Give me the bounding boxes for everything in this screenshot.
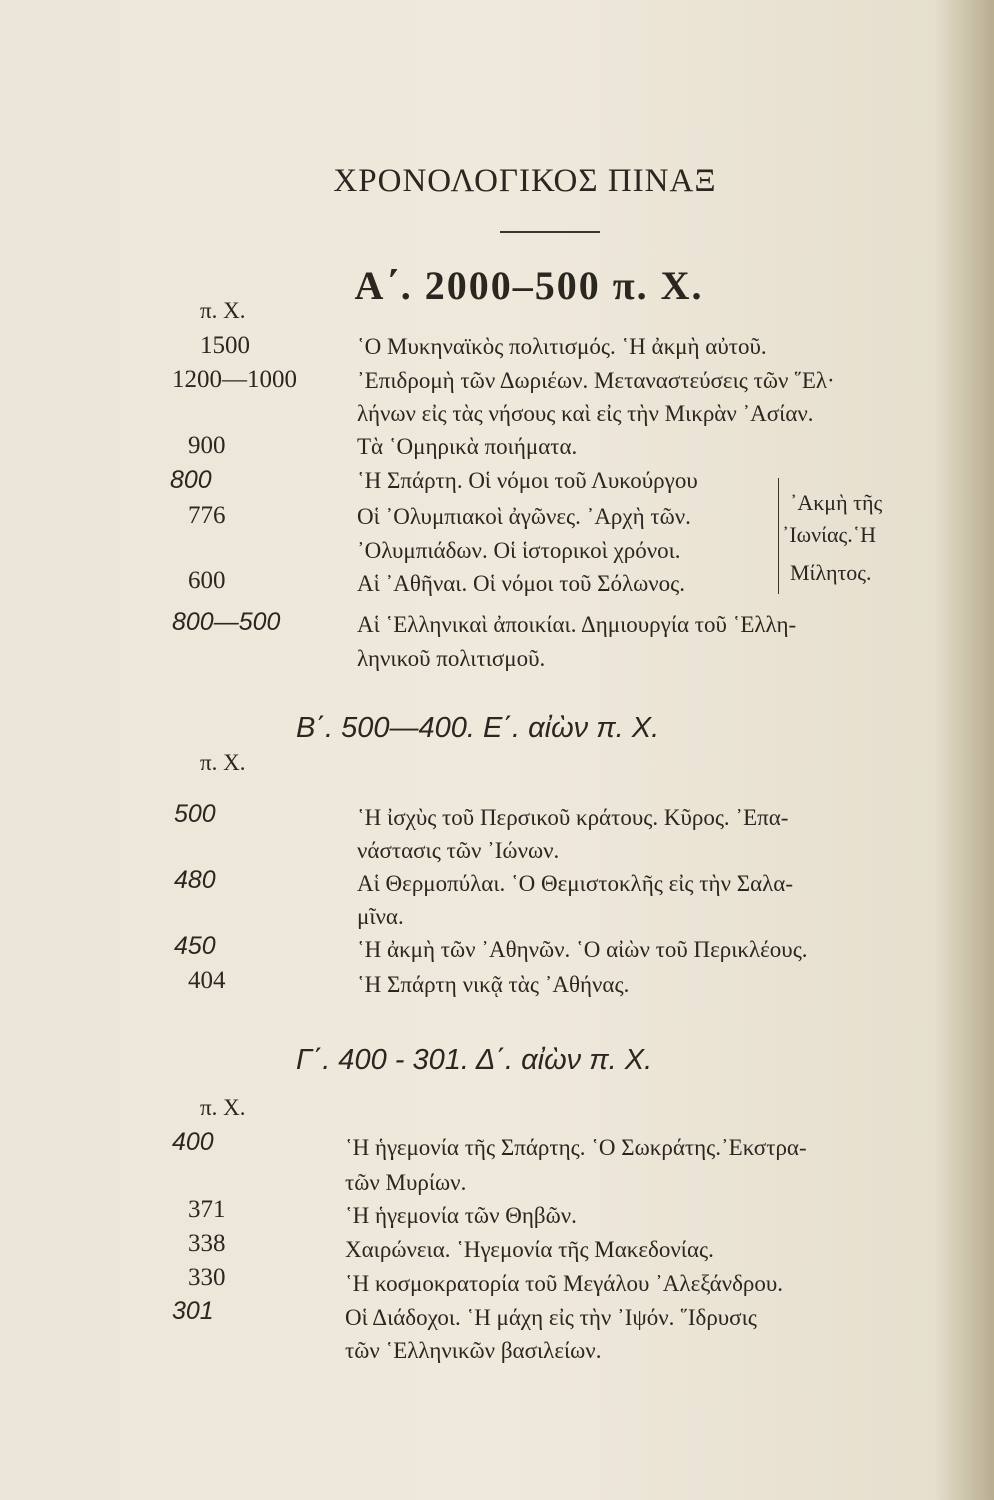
year-1200-1000: 1200—1000 bbox=[172, 366, 297, 393]
year-450: 450 bbox=[174, 932, 216, 960]
year-404: 404 bbox=[188, 967, 226, 994]
entry-text: μῖνα. bbox=[357, 904, 404, 929]
entry-text: ᾿Ολυμπιάδων. Οἱ ἱστορικοὶ χρόνοι. bbox=[357, 538, 681, 563]
year-800-500: 800—500 bbox=[172, 608, 281, 636]
section-c-era-label: π. Χ. bbox=[200, 1095, 246, 1120]
entry-text: ῾Η ἰσχὺς τοῦ Περσικοῦ κράτους. Κῦρος. ᾿Επα- bbox=[357, 805, 789, 830]
entry-text: τῶν ῾Ελληνικῶν βασιλείων. bbox=[345, 1338, 602, 1363]
entry-text: ῾Η Σπάρτη. Οἱ νόμοι τοῦ Λυκούργου bbox=[357, 468, 698, 493]
entry-text: Αἱ ᾿Αθῆναι. Οἱ νόμοι τοῦ Σόλωνος. bbox=[357, 571, 686, 596]
page-title: ΧΡΟΝΟΛΟΓΙΚΟΣ ΠΙΝΑΞ bbox=[333, 163, 717, 199]
section-b-era-label: π. Χ. bbox=[200, 750, 246, 775]
entry-text: Αἱ ῾Ελληνικαὶ ἀποικίαι. Δημιουργία τοῦ ῾Ελλη- bbox=[357, 612, 797, 637]
year-600: 600 bbox=[188, 567, 226, 594]
entry-text: ῾Η ἀκμὴ τῶν ᾿Αθηνῶν. ῾Ο αἰὼν τοῦ Περικλέους. bbox=[357, 937, 808, 962]
year-776: 776 bbox=[188, 502, 226, 529]
entry-text: ῾Η Σπάρτη νικᾷ τὰς ᾿Αθήνας. bbox=[357, 972, 630, 997]
year-900: 900 bbox=[188, 432, 226, 459]
year-1500: 1500 bbox=[200, 332, 250, 359]
side-note-line: ᾿Ακμὴ τῆς bbox=[790, 490, 883, 515]
entry-text: ᾿Επιδρομὴ τῶν Δωριέων. Μεταναστεύσεις τῶν ῞Ελ· bbox=[357, 368, 835, 393]
entry-text: λήνων εἰς τὰς νήσους καὶ εἰς τὴν Μικρὰν ᾿Ασίαν. bbox=[357, 401, 814, 426]
side-note-brace bbox=[778, 478, 779, 594]
year-338: 338 bbox=[188, 1230, 226, 1257]
entry-text: ῾Η κοσμοκρατορία τοῦ Μεγάλου ᾿Αλεξάνδρου. bbox=[345, 1271, 784, 1296]
year-800: 800 bbox=[170, 466, 212, 494]
entry-text: Τὰ ῾Ομηρικὰ ποιήματα. bbox=[357, 434, 578, 459]
year-480: 480 bbox=[174, 866, 216, 894]
title-divider bbox=[500, 231, 600, 233]
year-330: 330 bbox=[188, 1264, 226, 1291]
entry-text: ῾Η ἡγεμονία τῆς Σπάρτης. ῾Ο Σωκράτης.᾿Εκστρα- bbox=[345, 1135, 807, 1160]
year-400: 400 bbox=[172, 1128, 214, 1156]
section-a-era-label: π. Χ. bbox=[200, 298, 246, 323]
entry-text: νάστασις τῶν ᾿Ιώνων. bbox=[357, 838, 560, 863]
entry-text: ληνικοῦ πολιτισμοῦ. bbox=[357, 646, 546, 671]
section-a-heading: Α΄. 2000–500 π. Χ. bbox=[354, 263, 704, 308]
entry-text: Οἱ ᾿Ολυμπιακοὶ ἀγῶνες. ᾿Αρχὴ τῶν. bbox=[357, 504, 691, 529]
section-c-heading: Γ΄. 400 - 301. Δ΄. αἰὼν π. Χ. bbox=[296, 1044, 653, 1076]
entry-text: τῶν Μυρίων. bbox=[345, 1170, 467, 1195]
entry-text: Οἱ Διάδοχοι. ῾Η μάχη εἰς τὴν ᾿Ιψόν. ῞Ιδρυσις bbox=[345, 1305, 757, 1330]
side-note-line: ᾿Ιωνίας.῾Η bbox=[782, 522, 876, 547]
entry-text: ῾Η ἡγεμονία τῶν Θηβῶν. bbox=[345, 1203, 577, 1228]
year-301: 301 bbox=[172, 1297, 214, 1325]
entry-text: ῾Ο Μυκηναϊκὸς πολιτισμός. ῾Η ἀκμὴ αὐτοῦ. bbox=[357, 334, 767, 359]
entry-text: Χαιρώνεια. ῾Ηγεμονία τῆς Μακεδονίας. bbox=[345, 1237, 714, 1262]
section-b-heading: Β΄. 500—400. Ε΄. αἰὼν π. Χ. bbox=[296, 712, 660, 744]
year-371: 371 bbox=[188, 1196, 226, 1223]
side-note-line: Μίλητος. bbox=[790, 560, 872, 585]
year-500: 500 bbox=[174, 800, 216, 828]
entry-text: Αἱ Θερμοπύλαι. ῾Ο Θεμιστοκλῆς εἰς τὴν Σαλα- bbox=[357, 871, 794, 896]
